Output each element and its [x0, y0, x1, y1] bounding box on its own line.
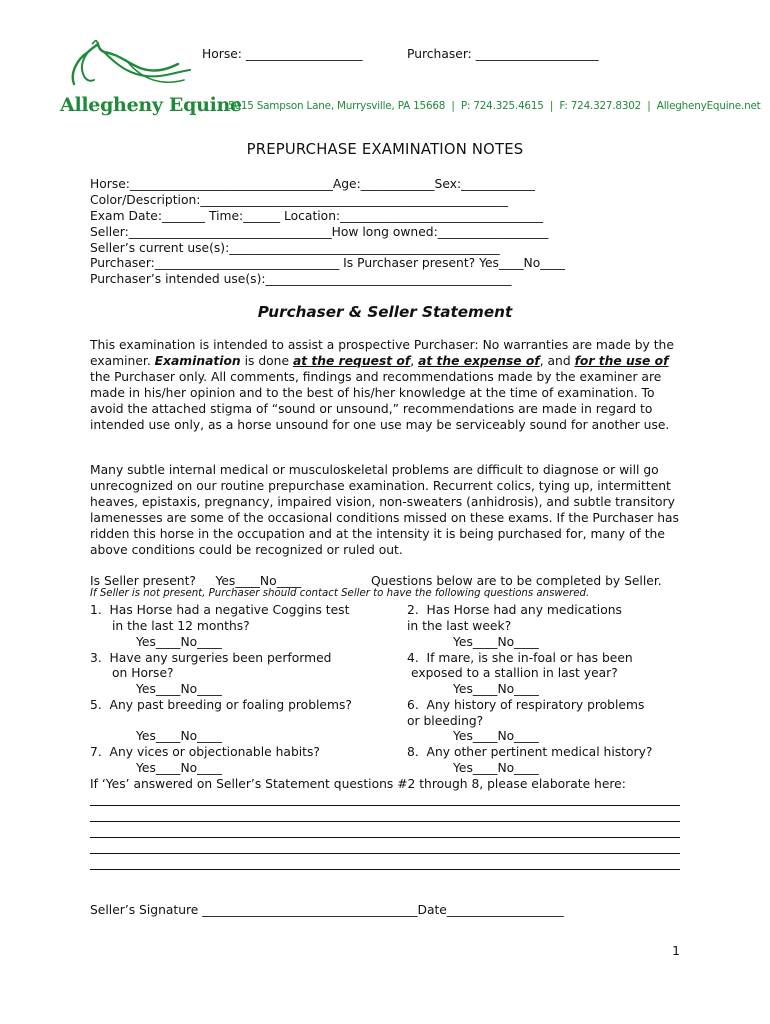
horse-info-line: Horse:_________________________________Age:____________Sex:____________ [90, 177, 535, 191]
seller-signature-line: Seller’s Signature ___________________________________Date___________________ [90, 903, 564, 917]
elaborate-line-5 [90, 869, 680, 870]
horse-head-logo-icon [66, 40, 196, 92]
question-3-cont: on Horse? [112, 666, 174, 680]
seller-note: If Seller is not present, Purchaser should contact Seller to have the following questions answered. [90, 588, 590, 599]
question-6-answer: Yes____No____ [453, 729, 539, 743]
question-6: 6. Any history of respiratory problems [407, 698, 645, 712]
page-number: 1 [672, 944, 680, 958]
seller-line: Seller:_________________________________How long owned:__________________ [90, 225, 549, 239]
question-1-cont: in the last 12 months? [112, 619, 250, 633]
header-horse-field: Horse: ___________________ [202, 47, 363, 61]
page-title: PREPURCHASE EXAMINATION NOTES [246, 141, 524, 158]
question-5-answer: Yes____No____ [136, 729, 222, 743]
exam-date-line: Exam Date:_______ Time:______ Location:_________________________________ [90, 209, 544, 223]
question-4: 4. If mare, is she in-foal or has been [407, 651, 633, 665]
question-6-cont: or bleeding? [407, 714, 484, 728]
question-7: 7. Any vices or objectionable habits? [90, 745, 320, 759]
seller-present-line: Is Seller present? Yes____No____ [90, 574, 302, 588]
question-4-answer: Yes____No____ [453, 682, 539, 696]
question-3-answer: Yes____No____ [136, 682, 222, 696]
question-7-answer: Yes____No____ [136, 761, 222, 775]
question-1: 1. Has Horse had a negative Coggins test [90, 603, 350, 617]
question-8: 8. Any other pertinent medical history? [407, 745, 653, 759]
question-5: 5. Any past breeding or foaling problems? [90, 698, 352, 712]
question-2-cont: in the last week? [407, 619, 512, 633]
seller-instruction: Questions below are to be completed by Seller. [371, 574, 662, 588]
purchaser-use-line: Purchaser’s intended use(s):________________________________________ [90, 272, 512, 286]
question-8-answer: Yes____No____ [453, 761, 539, 775]
question-3: 3. Have any surgeries been performed [90, 651, 332, 665]
elaborate-prompt: If ‘Yes’ answered on Seller’s Statement questions #2 through 8, please elaborate here: [90, 777, 626, 791]
elaborate-line-1 [90, 805, 680, 806]
question-4-cont: exposed to a stallion in last year? [411, 666, 618, 680]
elaborate-line-3 [90, 837, 680, 838]
elaborate-line-2 [90, 821, 680, 822]
header-purchaser-field: Purchaser: ____________________ [407, 47, 599, 61]
brand-name: Allegheny Equine [60, 94, 242, 116]
color-description-line: Color/Description:__________________________________________________ [90, 193, 508, 207]
question-2-answer: Yes____No____ [453, 635, 539, 649]
brand-address: 5015 Sampson Lane, Murrysville, PA 15668 | P: 724.325.4615 | F: 724.327.8302 | AlleghenyEquine.net [228, 100, 761, 112]
statement-paragraph-1: This examination is intended to assist a prospective Purchaser: No warranties are made by the examiner. Examination is done at the request of, at the expense of, and for the use of the Purchaser only. All comments, findings and recommendations made by the examiner are made in his/her opinion and to the best of his/her knowledge at the time of examination. To avoid the attached stigma of “sound or unsound,” recommendations are made in regard to intended use only, as a horse unsound for one use may be serviceably sound for another use. [90, 338, 674, 432]
purchaser-line: Purchaser:______________________________ Is Purchaser present? Yes____No____ [90, 256, 565, 270]
section-heading: Purchaser & Seller Statement [257, 303, 513, 321]
question-1-answer: Yes____No____ [136, 635, 222, 649]
question-2: 2. Has Horse had any medications [407, 603, 622, 617]
elaborate-line-4 [90, 853, 680, 854]
seller-use-line: Seller’s current use(s):____________________________________________ [90, 241, 500, 255]
statement-paragraph-2: Many subtle internal medical or musculoskeletal problems are difficult to diagnose or will go unrecognized on our routine prepurchase examination. Recurrent colics, tying up, intermittent heaves, epistaxis, pregnancy, impaired vision, non-sweaters (anhidrosis), and subtle transitory lamenesses are some of the occasional conditions missed on these exams. If the Purchaser has ridden this horse in the occupation and at the intensity it is being purchased for, many of the above conditions could be recognized or ruled out. [90, 463, 679, 557]
